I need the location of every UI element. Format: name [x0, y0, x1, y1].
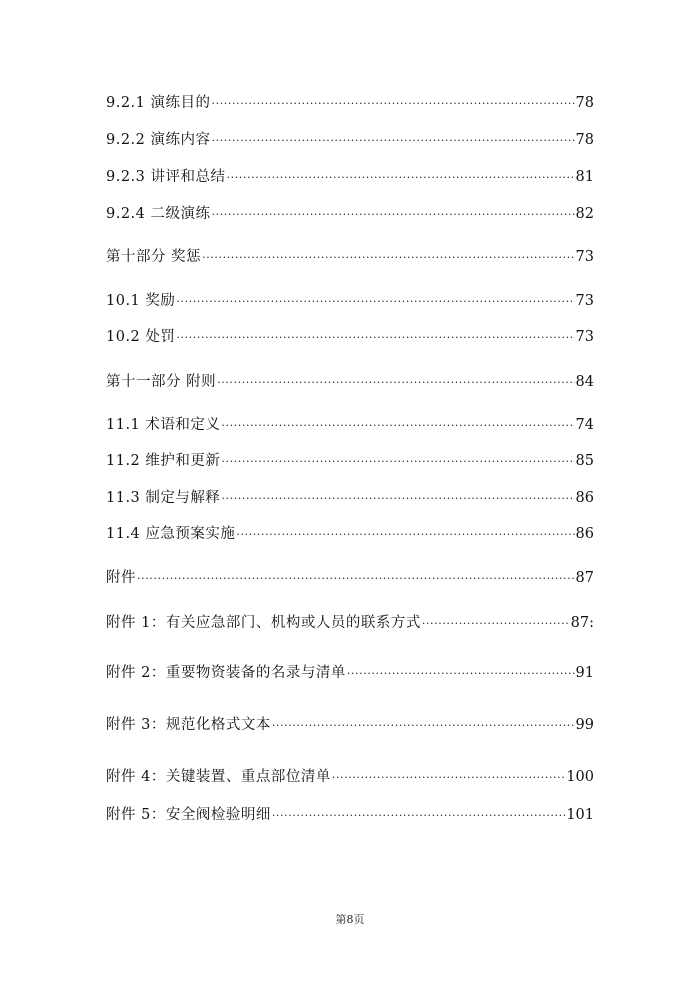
toc-entry-10-1[interactable]	[106, 289, 594, 313]
toc-entry-page-number: 73	[575, 329, 594, 345]
toc-entry-label: 附件 5：安全阀检验明细	[106, 807, 271, 823]
toc-entry-11-3[interactable]	[106, 486, 594, 510]
toc-entry-label: 9.2.1 演练目的	[106, 95, 211, 111]
toc-entry-page-number: 73	[575, 293, 594, 309]
toc-entry-appendix-4[interactable]	[106, 765, 594, 789]
dot-leader	[422, 612, 570, 636]
page-number-footer: 第8页	[335, 913, 365, 926]
toc-entry-appendix-2[interactable]	[106, 661, 594, 685]
toc-entry-page-number: 78	[575, 95, 594, 111]
dot-leader	[272, 714, 575, 738]
toc-entry-page-number: 99	[575, 717, 594, 733]
toc-entry-page-number: 81	[575, 169, 594, 185]
dot-leader	[137, 567, 575, 591]
toc-entry-label: 10.2 处罚	[106, 329, 176, 345]
toc-entry-appendix-5[interactable]	[106, 803, 594, 827]
toc-entry-label: 第十一部分 附则	[106, 374, 217, 390]
toc-entry-appendix-3[interactable]	[106, 713, 594, 737]
toc-entry-part-10[interactable]	[106, 245, 594, 269]
toc-entry-part-11[interactable]	[106, 370, 594, 394]
toc-entry-label: 11.2 维护和更新	[106, 453, 221, 469]
toc-entry-appendices[interactable]	[106, 566, 594, 590]
dot-leader	[176, 290, 574, 314]
toc-entry-label: 第十部分 奖惩	[106, 249, 202, 265]
toc-entry-label: 10.1 奖励	[106, 293, 176, 309]
dot-leader	[221, 450, 574, 474]
toc-entry-label: 附件 1：有关应急部门、机构或人员的联系方式	[106, 615, 421, 631]
toc-entry-9-2-1[interactable]	[106, 91, 594, 115]
toc-entry-11-2[interactable]	[106, 449, 594, 473]
toc-entry-page-number: 74	[575, 417, 594, 433]
toc-entry-label: 附件 3：规范化格式文本	[106, 717, 271, 733]
dot-leader	[221, 414, 574, 438]
toc-entry-page-number: 87	[575, 570, 594, 586]
toc-entry-page-number: 78	[575, 132, 594, 148]
toc-entry-label: 11.3 制定与解释	[106, 490, 221, 506]
toc-entry-page-number: 87:	[570, 615, 594, 631]
dot-leader	[176, 326, 574, 350]
toc-entry-page-number: 86	[575, 526, 594, 542]
toc-entry-page-number: 100	[566, 769, 594, 785]
toc-entry-9-2-2[interactable]	[106, 128, 594, 152]
toc-entry-page-number: 84	[575, 374, 594, 390]
dot-leader	[212, 129, 575, 153]
toc-entry-page-number: 86	[575, 490, 594, 506]
toc-entry-11-4[interactable]	[106, 522, 594, 546]
toc-entry-page-number: 82	[575, 206, 594, 222]
toc-entry-label: 11.1 术语和定义	[106, 417, 221, 433]
dot-leader	[272, 804, 565, 828]
toc-entry-label: 附件	[106, 570, 136, 586]
toc-entry-page-number: 73	[575, 249, 594, 265]
dot-leader	[227, 166, 575, 190]
toc-entry-page-number: 85	[575, 453, 594, 469]
toc-entry-label: 9.2.4 二级演练	[106, 206, 211, 222]
dot-leader	[212, 203, 575, 227]
toc-entry-label: 附件 4：关键装置、重点部位清单	[106, 769, 331, 785]
dot-leader	[217, 371, 574, 395]
dot-leader	[236, 523, 574, 547]
toc-entry-label: 附件 2：重要物资装备的名录与清单	[106, 665, 346, 681]
toc-entry-page-number: 101	[566, 807, 594, 823]
dot-leader	[332, 766, 565, 790]
toc-entry-9-2-4[interactable]	[106, 202, 594, 226]
toc-entry-label: 9.2.2 演练内容	[106, 132, 211, 148]
dot-leader	[202, 246, 574, 270]
dot-leader	[347, 662, 575, 686]
toc-entry-11-1[interactable]	[106, 413, 594, 437]
toc-entry-appendix-1[interactable]	[106, 611, 594, 635]
toc-entry-page-number: 91	[575, 665, 594, 681]
toc-entry-9-2-3[interactable]	[106, 165, 594, 189]
toc-entry-label: 11.4 应急预案实施	[106, 526, 236, 542]
toc-entry-label: 9.2.3 讲评和总结	[106, 169, 226, 185]
dot-leader	[221, 487, 574, 511]
toc-entry-10-2[interactable]	[106, 325, 594, 349]
dot-leader	[212, 92, 575, 116]
